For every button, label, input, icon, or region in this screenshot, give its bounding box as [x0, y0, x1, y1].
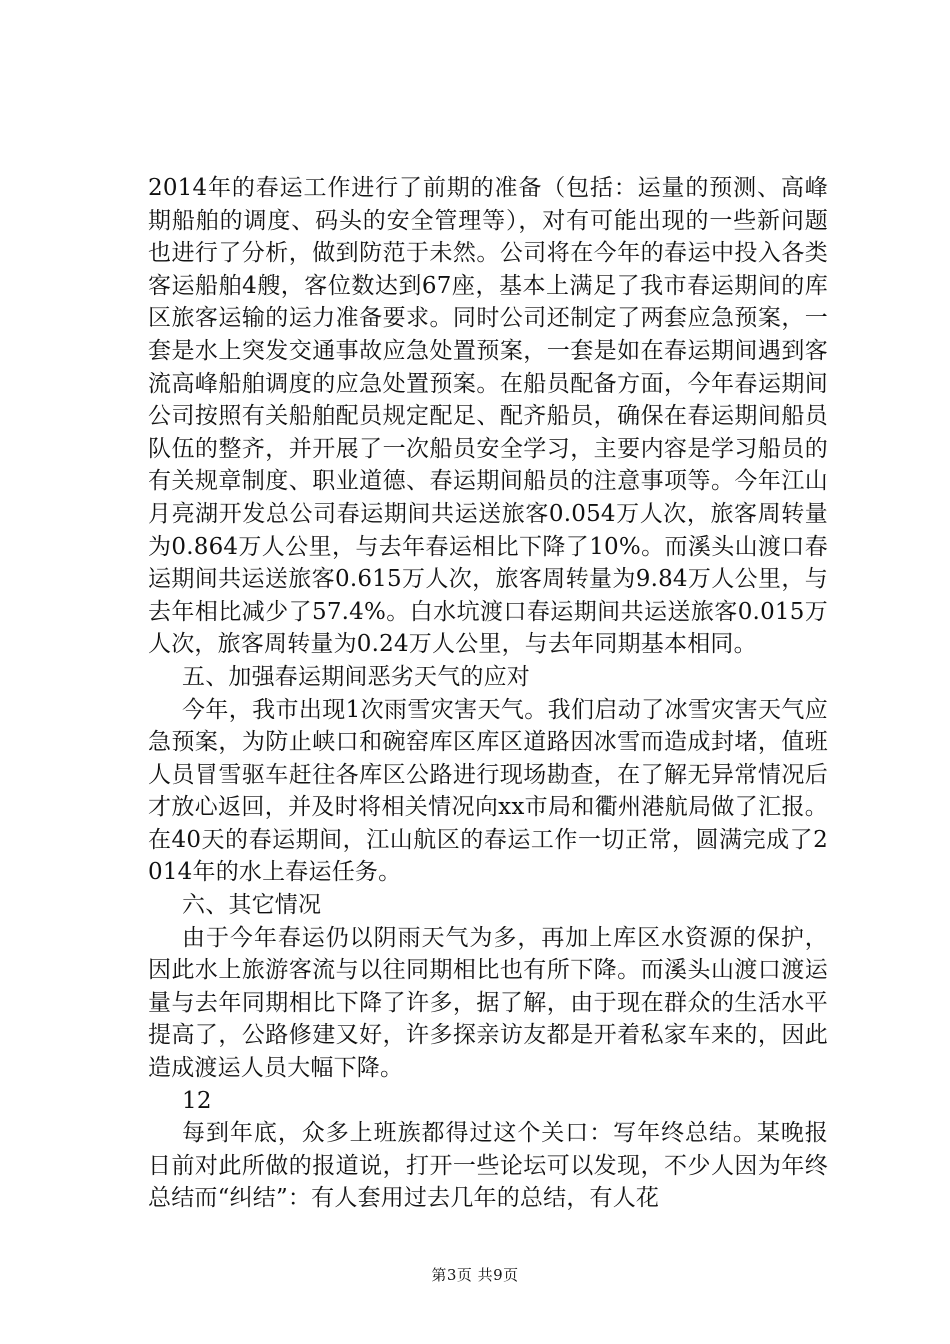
section-heading-weather: 五、加强春运期间恶劣天气的应对 — [182, 663, 530, 690]
paragraph-other-situation: 由于今年春运仍以阴雨天气为多，再加上库区水资源的保护，因此水上旅游客流与以往同期相比也有所下降。而溪头山渡口渡运量与去年同期相比下降了许多，据了解，由于现在群众的生活水平提高了，公路修建又好，许多探亲访友都是开着私家车来的，因此造成渡运人员大幅下降。 — [148, 924, 828, 1082]
paragraph-weather-response: 今年，我市出现1次雨雪灾害天气。我们启动了冰雪灾害天气应急预案，为防止峡口和碗窑库区库区道路因冰雪而造成封堵，值班人员冒雪驱车赶往各库区公路进行现场勘查，在了解无异常情况后才放心返回，并及时将相关情况向xx市局和衢州港航局做了汇报。在40天的春运期间，江山航区的春运工作一切正常，圆满完成了2014年的水上春运任务。 — [148, 696, 828, 886]
paragraph-year-end-summary: 每到年底，众多上班族都得过这个关口：写年终总结。某晚报日前对此所做的报道说，打开一些论坛可以发现，不少人因为年终总结而“纠结”：有人套用过去几年的总结，有人花 — [148, 1120, 828, 1212]
document-body — [148, 172, 828, 1215]
paragraph-number-marker: 12 — [182, 1087, 212, 1114]
page-footer: 第3页 共9页 — [431, 1266, 519, 1284]
section-heading-other: 六、其它情况 — [182, 892, 322, 919]
paragraph-spring-transport-preparation: 2014年的春运工作进行了前期的准备（包括：运量的预测、高峰期船舶的调度、码头的安全管理等），对有可能出现的一些新问题也进行了分析，做到防范于未然。公司将在今年的春运中投入各类客运船舶4艘，客位数达到67座，基本上满足了我市春运期间的库区旅客运输的运力准备要求。同时公司还制定了两套应急预案，一套是水上突发交通事故应急处置预案，一套是如在春运期间遇到客流高峰船舶调度的应急处置预案。在船员配备方面，今年春运期间公司按照有关船舶配员规定配足、配齐船员，确保在春运期间船员队伍的整齐，并开展了一次船员安全学习，主要内容是学习船员的有关规章制度、职业道德、春运期间船员的注意事项等。今年江山月亮湖开发总公司春运期间共运送旅客0.054万人次，旅客周转量为0.864万人公里，与去年春运相比下降了10%。而溪头山渡口春运期间共运送旅客0.615万人次，旅客周转量为9.84万人公里，与去年相比减少了57.4%。白水坑渡口春运期间共运送旅客0.015万人次，旅客周转量为0.24万人公里，与去年同期基本相同。 — [148, 175, 828, 658]
